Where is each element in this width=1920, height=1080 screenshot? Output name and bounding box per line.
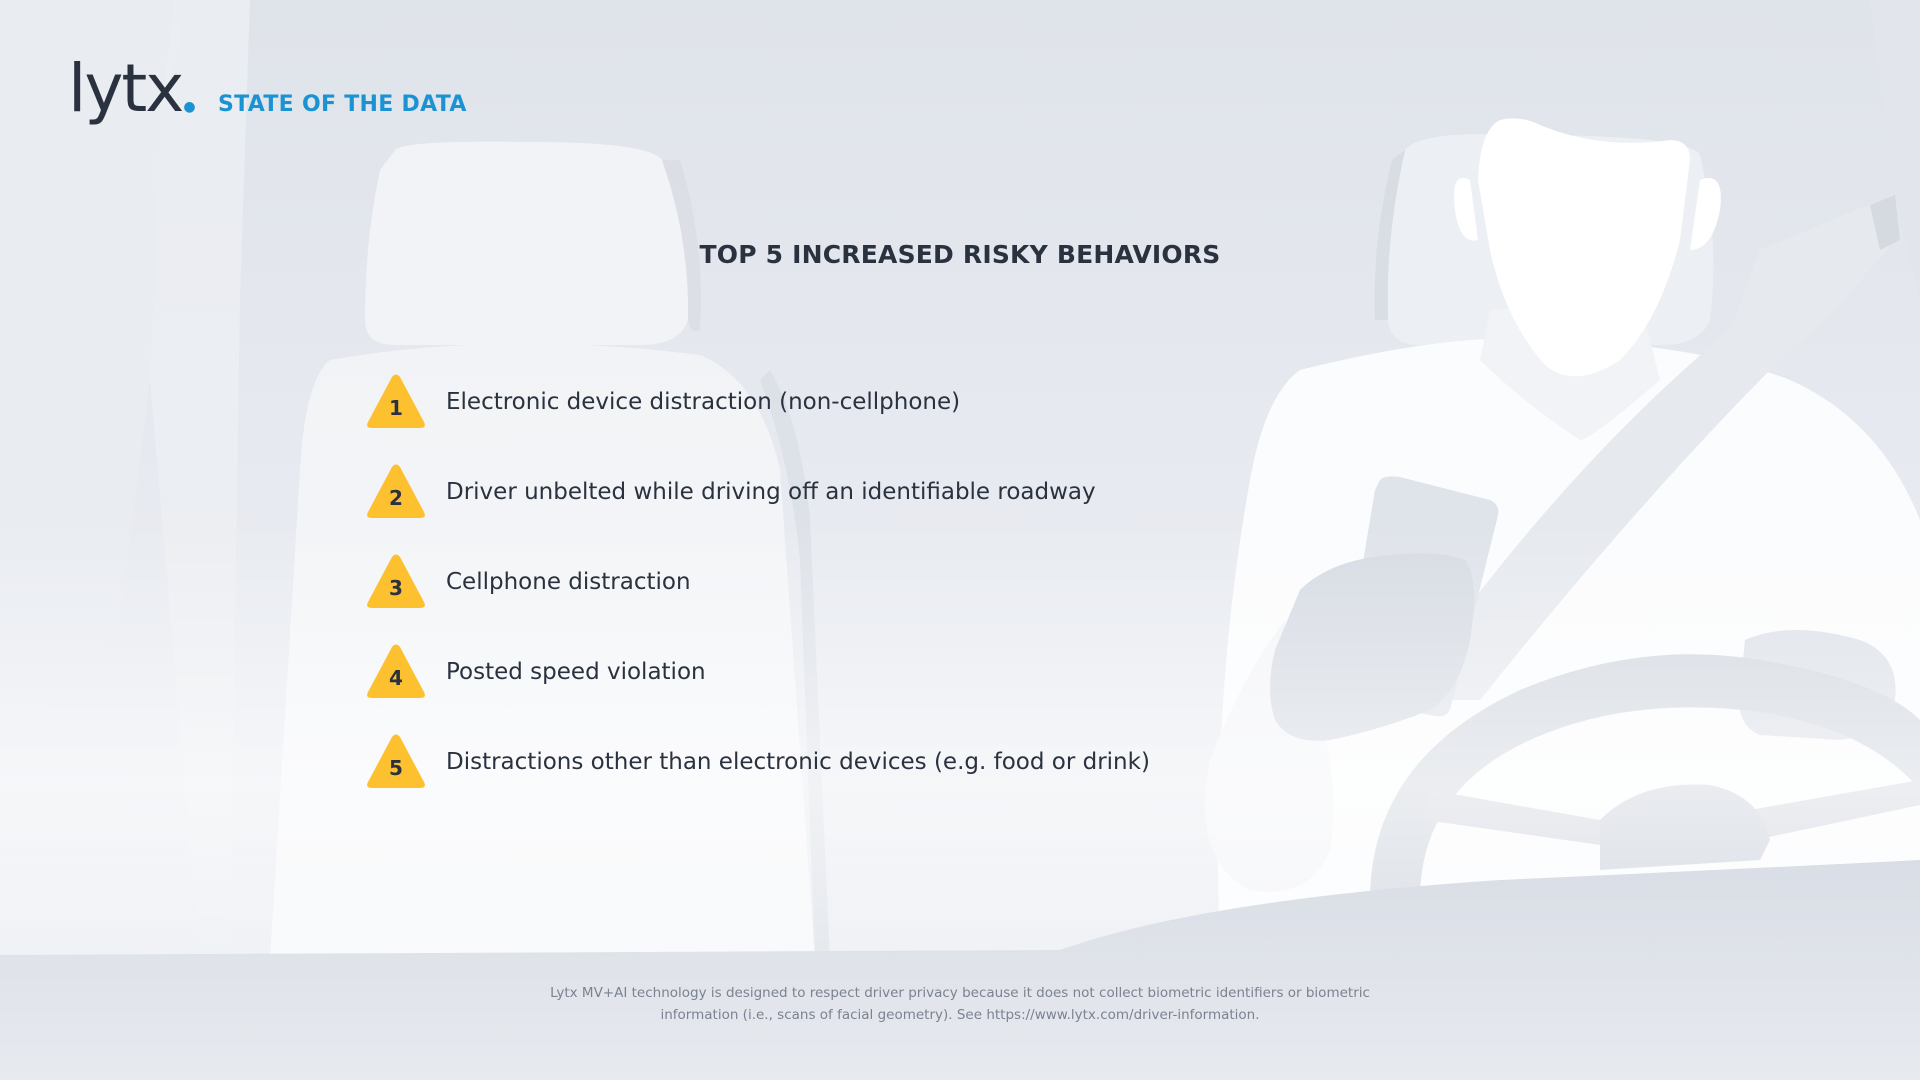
privacy-disclaimer [0, 982, 1920, 1026]
disclaimer-line-2: information (i.e., scans of facial geometry). See https://www.lytx.com/driver-information. [660, 1007, 1260, 1023]
logo-text: lytx [68, 50, 183, 127]
list-item [366, 734, 1150, 824]
lytx-logo [68, 50, 196, 127]
behavior-label: Posted speed violation [446, 659, 706, 685]
list-item [366, 374, 1150, 464]
behavior-label: Electronic device distraction (non-cellphone) [446, 389, 961, 415]
list-item [366, 464, 1150, 554]
rank-number: 4 [389, 666, 403, 690]
behavior-label: Driver unbelted while driving off an identifiable roadway [446, 479, 1096, 505]
report-tagline: STATE OF THE DATA [218, 92, 467, 117]
rank-number: 1 [389, 396, 403, 420]
rank-number: 5 [389, 756, 403, 780]
list-item [366, 644, 1150, 734]
logo-registered-icon: ● [183, 99, 196, 115]
warning-triangle-icon [366, 554, 426, 608]
rank-number: 2 [389, 486, 403, 510]
page-title [0, 240, 1920, 269]
warning-triangle-icon [366, 734, 426, 788]
behavior-label: Cellphone distraction [446, 569, 691, 595]
warning-triangle-icon [366, 464, 426, 518]
warning-triangle-icon [366, 644, 426, 698]
risky-behaviors-list [366, 374, 1150, 824]
rank-number: 3 [389, 576, 403, 600]
disclaimer-line-1: Lytx MV+AI technology is designed to respect driver privacy because it does not collect biometric identifiers or biometric [550, 985, 1370, 1001]
behavior-label: Distractions other than electronic devices (e.g. food or drink) [446, 749, 1150, 775]
list-item [366, 554, 1150, 644]
warning-triangle-icon [366, 374, 426, 428]
page-title-text: TOP 5 INCREASED RISKY BEHAVIORS [699, 240, 1221, 269]
